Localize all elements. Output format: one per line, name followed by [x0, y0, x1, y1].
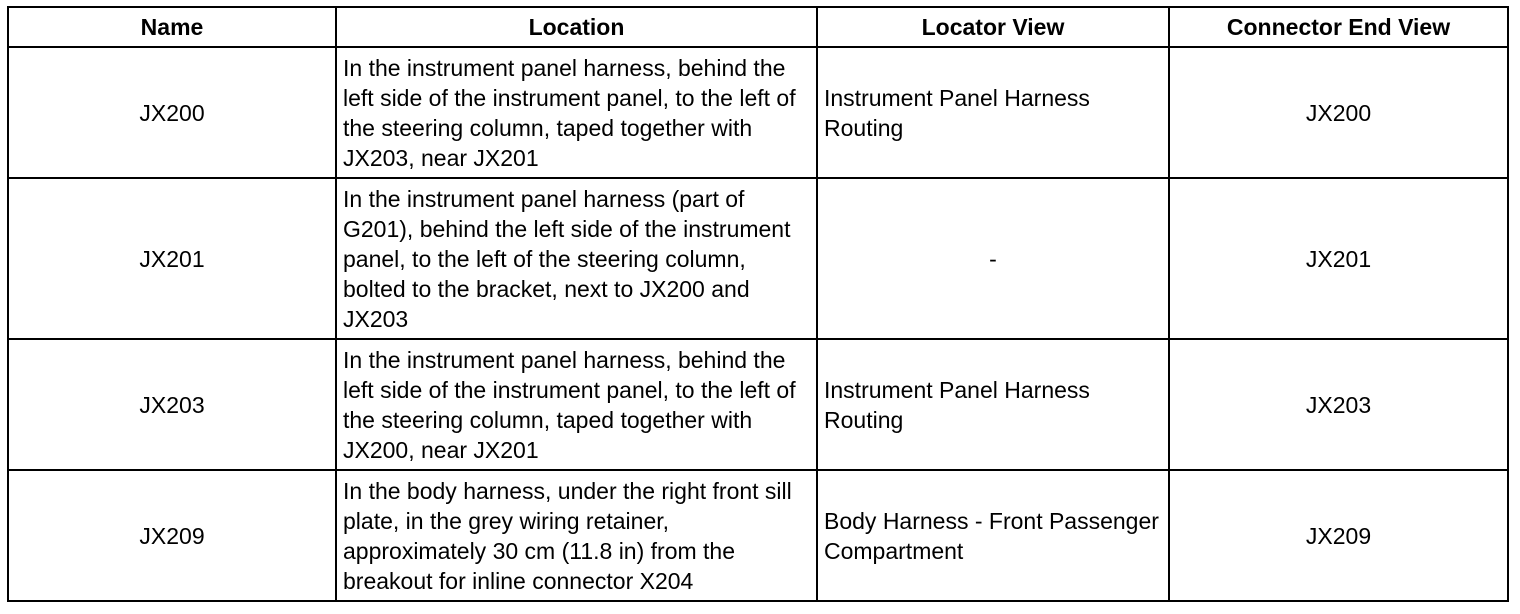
cell-locator-view: Body Harness - Front Passenger Compartment [817, 470, 1169, 601]
table-row [8, 470, 1508, 601]
cell-connector-end-view: JX201 [1169, 178, 1508, 339]
cell-locator-view: - [817, 178, 1169, 339]
cell-location: In the body harness, under the right front sill plate, in the grey wiring retainer, approximately 30 cm (11.8 in) from the breakout for inline connector X204 [336, 470, 817, 601]
cell-connector-end-view: JX200 [1169, 47, 1508, 178]
header-locator-view: Locator View [817, 7, 1169, 47]
cell-location: In the instrument panel harness (part of G201), behind the left side of the instrument panel, to the left of the steering column, bolted to the bracket, next to JX200 and JX203 [336, 178, 817, 339]
table-row [8, 47, 1508, 178]
table-row [8, 178, 1508, 339]
cell-location: In the instrument panel harness, behind the left side of the instrument panel, to the left of the steering column, taped together with JX203, near JX201 [336, 47, 817, 178]
cell-name: JX209 [8, 470, 336, 601]
cell-name: JX201 [8, 178, 336, 339]
cell-connector-end-view: JX203 [1169, 339, 1508, 470]
header-name: Name [8, 7, 336, 47]
cell-locator-view: Instrument Panel Harness Routing [817, 47, 1169, 178]
table-header-row [8, 7, 1508, 47]
header-location: Location [336, 7, 817, 47]
connector-table [7, 6, 1509, 602]
header-connector-end-view: Connector End View [1169, 7, 1508, 47]
table-row [8, 339, 1508, 470]
cell-location: In the instrument panel harness, behind the left side of the instrument panel, to the left of the steering column, taped together with JX200, near JX201 [336, 339, 817, 470]
cell-connector-end-view: JX209 [1169, 470, 1508, 601]
cell-locator-view: Instrument Panel Harness Routing [817, 339, 1169, 470]
cell-name: JX203 [8, 339, 336, 470]
cell-name: JX200 [8, 47, 336, 178]
